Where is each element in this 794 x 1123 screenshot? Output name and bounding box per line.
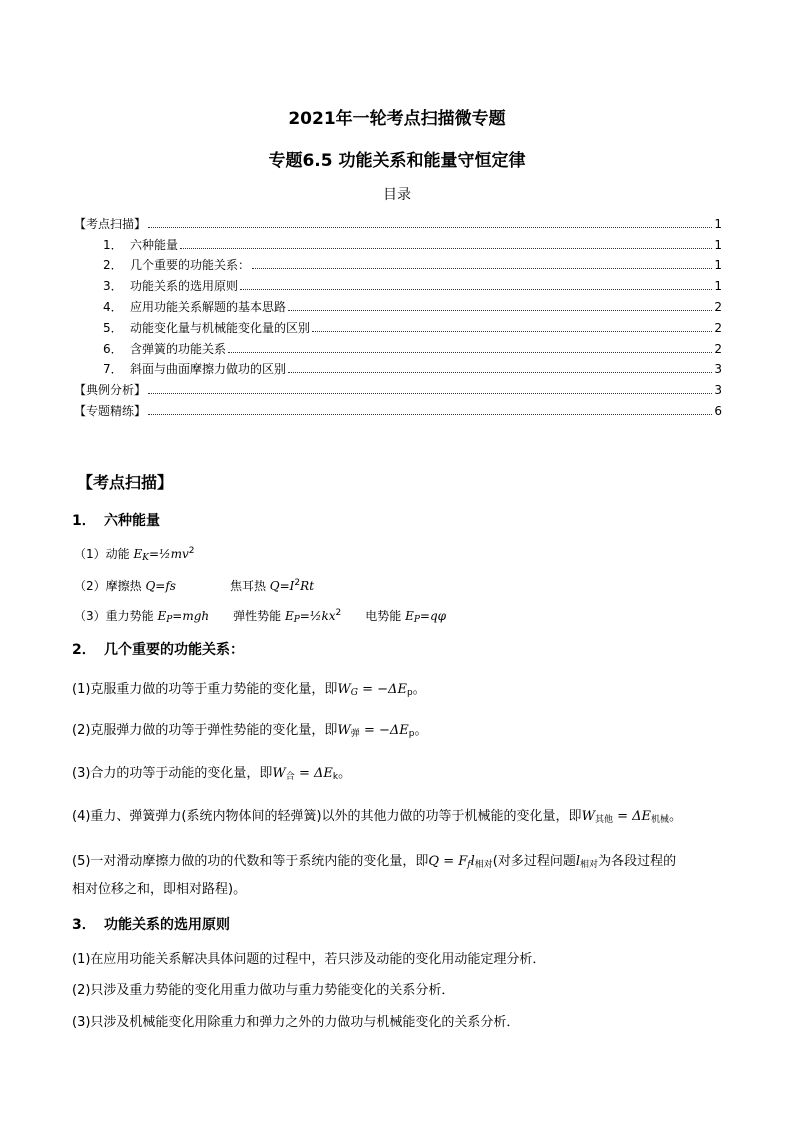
toc-page: 2 [714, 299, 722, 314]
selection-principle: (2)只涉及重力势能的变化用重力做功与重力势能变化的关系分析． [72, 983, 455, 998]
toc-entry[interactable] [74, 316, 722, 337]
formula: W [581, 809, 595, 824]
formula-sub: P [413, 615, 420, 625]
subsection-number: 1． [72, 513, 96, 529]
function-relation-5 [72, 850, 676, 869]
formula: E [157, 609, 167, 623]
paragraph-text: (对多过程问题 [492, 854, 576, 869]
toc-number: 6． [103, 341, 123, 356]
subsection-heading [72, 639, 244, 659]
item-label: （1）动能 [74, 547, 134, 561]
subsection-number: 3． [72, 917, 96, 933]
formula: =mgh [172, 609, 210, 623]
document-title: 2021年一轮考点扫描微专题 [288, 109, 506, 129]
formula: = −ΔE [359, 723, 409, 738]
toc-leader [148, 413, 712, 415]
formula: = ΔE [294, 766, 333, 781]
subsection-title: 功能关系的选用原则 [104, 917, 230, 933]
toc-leader [180, 247, 712, 249]
function-relation-1 [72, 678, 426, 697]
toc-label: 动能变化量与机械能变化量的区别 [130, 320, 311, 335]
toc-entry[interactable] [74, 337, 722, 358]
toc-page: 1 [714, 216, 722, 231]
toc-leader [240, 288, 712, 290]
toc-entry[interactable] [74, 233, 722, 254]
toc-label: 【典例分析】 [74, 383, 147, 398]
toc-number: 4． [103, 299, 123, 314]
formula-sub: K [142, 553, 149, 563]
formula-sub: G [350, 688, 358, 698]
selection-principle: (3)只涉及机械能变化用除重力和弹力之外的力做功与机械能变化的关系分析． [72, 1015, 520, 1030]
energy-item-potential [74, 607, 446, 624]
function-relation-4 [72, 805, 682, 824]
function-relation-3 [72, 762, 351, 781]
formula-sup: 2 [188, 546, 195, 556]
formula: =qφ [419, 609, 447, 623]
formula-sub: P [293, 615, 300, 625]
toc-label: 【考点扫描】 [74, 216, 147, 231]
formula: l [470, 854, 475, 869]
item-label: 电势能 [365, 609, 406, 623]
formula: Q=fs [145, 579, 176, 593]
paragraph-text: (1)克服重力做的功等于重力势能的变化量，即 [72, 682, 338, 697]
formula: W [337, 723, 351, 738]
formula: W [272, 766, 286, 781]
toc-leader [288, 371, 712, 373]
toc-leader [252, 267, 712, 269]
paragraph-text: (3)合力的功等于动能的变化量，即 [72, 766, 273, 781]
formula: = ΔE [612, 809, 651, 824]
table-of-contents [74, 212, 722, 420]
toc-label: 【专题精练】 [74, 403, 147, 418]
formula-sub: 相对 [474, 860, 493, 870]
document-subtitle: 专题6.5 功能关系和能量守恒定律 [268, 151, 526, 171]
toc-page: 3 [714, 362, 722, 377]
toc-page: 1 [714, 258, 722, 273]
formula: = −ΔE [358, 682, 407, 697]
formula: =½mv [148, 547, 189, 561]
energy-item-heat [74, 577, 314, 594]
paragraph-text: 。 [414, 723, 428, 738]
subsection-title: 几个重要的功能关系： [104, 642, 244, 658]
formula-sub: 其他 [594, 815, 613, 825]
function-relation-5-continued: 相对位移之和，即相对路程)。 [72, 882, 247, 897]
formula-sub: 合 [285, 772, 295, 782]
formula: Rt [300, 579, 315, 593]
formula: l [575, 854, 581, 869]
toc-leader [288, 309, 712, 311]
formula: =½kx [299, 609, 336, 623]
toc-number: 3． [103, 279, 123, 294]
selection-principle: (1)在应用功能关系解决具体问题的过程中，若只涉及动能的变化用动能定理分析． [72, 952, 546, 967]
formula-sup: 2 [335, 608, 342, 618]
formula-sub: 相对 [580, 860, 599, 870]
toc-number: 7． [103, 362, 123, 377]
formula-sub: P [166, 615, 173, 625]
formula-sub: k [332, 772, 339, 782]
subsection-number: 2． [72, 642, 96, 658]
formula-sub: 机械 [651, 815, 670, 825]
formula: E [284, 609, 294, 623]
item-label: （2）摩擦热 [74, 579, 146, 593]
paragraph-text: 。 [669, 809, 683, 824]
formula-sub: 弹 [350, 729, 360, 739]
paragraph-text: 。 [412, 682, 426, 697]
toc-number: 5． [103, 320, 123, 335]
toc-page: 1 [714, 237, 722, 252]
toc-entry[interactable] [74, 378, 722, 399]
toc-label: 功能关系的选用原则 [130, 279, 239, 294]
toc-page: 2 [714, 341, 722, 356]
formula-sub: p [406, 688, 413, 698]
toc-number: 1． [103, 237, 123, 252]
toc-leader [312, 330, 712, 332]
formula: E [133, 547, 143, 561]
item-label: 焦耳热 [229, 579, 270, 593]
toc-leader [148, 392, 712, 394]
formula: Q=I [269, 579, 295, 593]
toc-label: 六种能量 [130, 237, 179, 252]
toc-page: 3 [714, 383, 722, 398]
paragraph-text: 。 [338, 766, 352, 781]
formula: Q = F [428, 854, 468, 869]
section-heading: 【考点扫描】 [77, 473, 174, 492]
formula: W [337, 682, 351, 697]
toc-page: 1 [714, 279, 722, 294]
formula-sup: 2 [294, 578, 301, 588]
paragraph-text: (4)重力、弹簧弹力(系统内物体间的轻弹簧)以外的其他力做的功等于机械能的变化量，即 [72, 809, 582, 824]
formula-sub: f [467, 860, 471, 870]
subsection-heading [72, 510, 160, 530]
toc-entry[interactable] [74, 295, 722, 316]
paragraph-text: 为各段过程的 [598, 854, 677, 869]
toc-number: 2． [103, 258, 123, 273]
toc-leader [148, 226, 712, 228]
formula-sub: p [408, 729, 415, 739]
toc-entry[interactable] [74, 254, 722, 275]
paragraph-text: (5)一对滑动摩擦力做的功的代数和等于系统内能的变化量，即 [72, 854, 429, 869]
subsection-heading [72, 914, 230, 934]
toc-label: 含弹簧的功能关系 [130, 341, 227, 356]
item-label: 弹性势能 [233, 609, 285, 623]
energy-item-kinetic [74, 545, 195, 562]
toc-label: 应用功能关系解题的基本思路 [130, 299, 287, 314]
item-label: （3）重力势能 [74, 609, 158, 623]
toc-entry[interactable] [74, 212, 722, 233]
function-relation-2 [72, 719, 427, 738]
toc-heading: 目录 [383, 187, 411, 203]
toc-entry[interactable] [74, 274, 722, 295]
formula: E [405, 609, 414, 623]
toc-entry[interactable] [74, 399, 722, 420]
toc-label: 几个重要的功能关系： [130, 258, 251, 273]
toc-entry[interactable] [74, 358, 722, 379]
toc-page: 6 [714, 403, 722, 418]
toc-label: 斜面与曲面摩擦力做功的区别 [130, 362, 287, 377]
toc-leader [228, 351, 712, 353]
toc-page: 2 [714, 320, 722, 335]
paragraph-text: (2)克服弹力做的功等于弹性势能的变化量，即 [72, 723, 338, 738]
subsection-title: 六种能量 [104, 513, 160, 529]
